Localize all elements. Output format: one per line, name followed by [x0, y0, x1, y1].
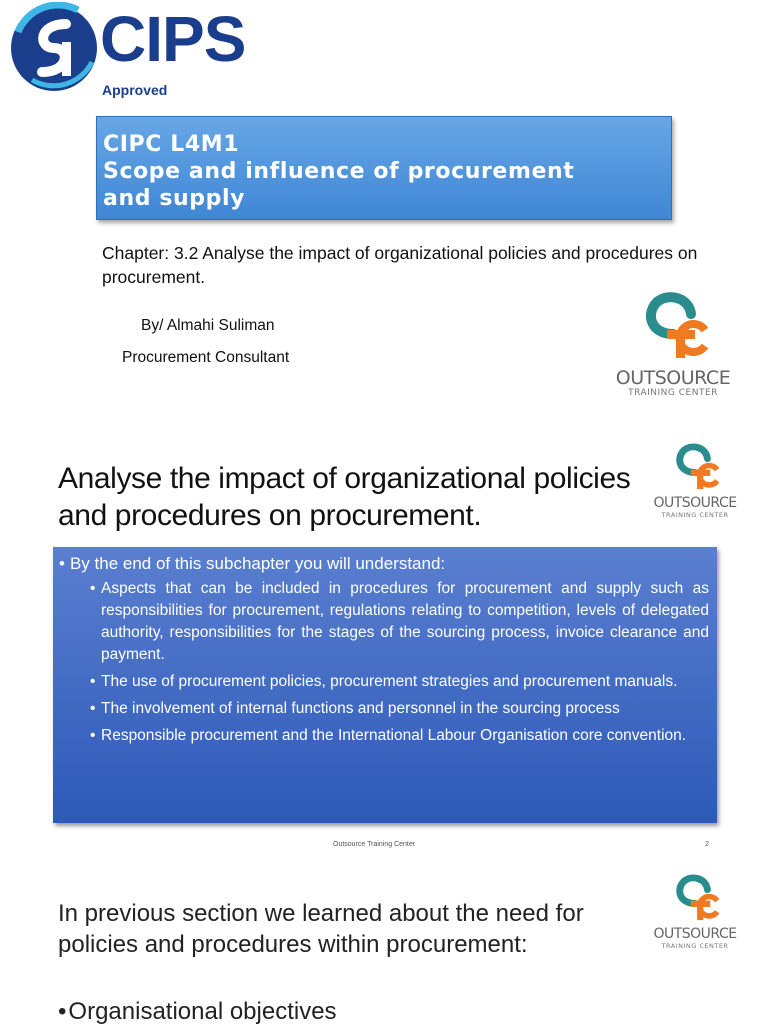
otc-logo-name: OUTSOURCE — [615, 367, 731, 389]
otc-logo-sub: TRAINING CENTER — [628, 388, 718, 398]
cips-emblem-icon — [8, 2, 100, 94]
otc-emblem-icon — [633, 290, 713, 368]
author-role: Procurement Consultant — [122, 349, 290, 366]
list-item: • The use of procurement policies, procurement strategies and procurement manuals. — [101, 671, 709, 693]
otc-logo — [645, 442, 745, 519]
course-title-line-3: and supply — [103, 186, 246, 211]
learning-objectives-list — [59, 578, 709, 747]
list-item: • Organisational objectives — [58, 996, 337, 1028]
list-item: • Responsible procurement and the International Labour Organisation core convention. — [101, 725, 709, 747]
learning-objectives-box — [53, 547, 717, 823]
slide-heading: Analyse the impact of organizational policies and procedures on procurement. — [58, 462, 631, 532]
otc-logo-sub: TRAINING CENTER — [661, 942, 729, 950]
slide-heading: In previous section we learned about the need for policies and procedures within procurement: — [58, 900, 584, 958]
otc-logo — [645, 873, 745, 950]
list-item: • The involvement of internal functions and personnel in the sourcing process — [101, 698, 709, 720]
otc-emblem-icon — [667, 442, 723, 496]
course-title-line-1: CIPC L4M1 — [103, 132, 240, 157]
list-item: • Aspects that can be included in procedures for procurement and supply such as responsibilities for procurement, regulations relating to competition, levels of delegated authority, responsibilities for the stages of the sourcing process, invoice clearance and payment. — [101, 578, 709, 666]
author-name: By/ Almahi Suliman — [141, 317, 275, 334]
otc-logo-name: OUTSOURCE — [653, 926, 737, 942]
chapter-title: Chapter: 3.2 Analyse the impact of organizational policies and procedures on procurement. — [102, 243, 698, 287]
otc-emblem-icon — [667, 873, 723, 927]
otc-logo — [608, 290, 738, 398]
page-number: 2 — [705, 841, 709, 848]
course-title-box — [96, 116, 672, 220]
otc-logo-name: OUTSOURCE — [653, 495, 737, 511]
otc-logo-sub: TRAINING CENTER — [661, 511, 729, 519]
slide-footer: Outsource Training Center — [333, 841, 416, 848]
course-title-line-2: Scope and influence of procurement — [103, 159, 575, 184]
cips-logo — [8, 2, 248, 102]
learning-objectives-lead: • By the end of this subchapter you will understand: — [59, 553, 709, 575]
cips-wordmark: CIPS — [100, 3, 246, 75]
cips-approved-label: Approved — [102, 82, 168, 98]
